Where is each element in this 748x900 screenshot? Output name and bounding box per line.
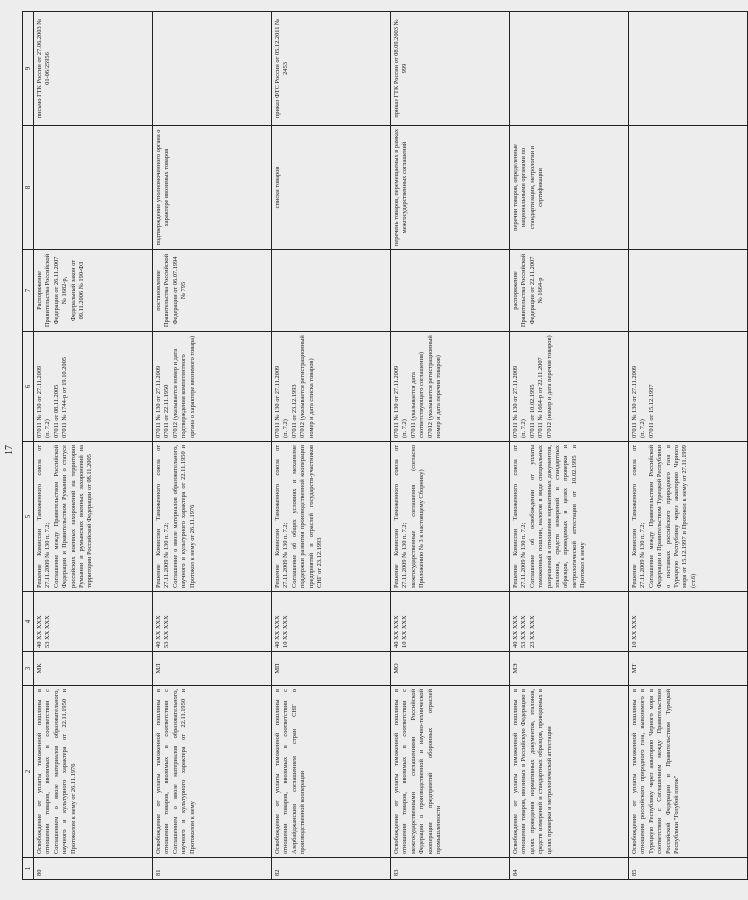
legal-basis: Решение Комиссии Таможенного союза от 27.11.2009 № 130 п. 7.2; Соглашение между Правительством Российской Федерации и Правительством Румынии о статусе российских военных захоронений на территории Румынии и румынских военных захоронений на территории Российской Федерации от 08.11.2005 bbox=[34, 442, 153, 592]
tnved-codes: 40 XX XXX 10 XX XXX bbox=[391, 592, 510, 652]
column-number-1: 1 bbox=[23, 858, 34, 880]
ftc-order bbox=[629, 12, 748, 126]
rf-legal-act: Распоряжение Правительства Российской Федерации от 26.11.2007 № 1682-р, Федеральный закон от 09.11.2006 № 190-ФЗ bbox=[34, 250, 153, 332]
legal-basis: Решение Комиссии Таможенного союза от 27.11.2009 № 130 п. 7.2; межгосударственные соглашения (согласно Приложению № 3 к настоящему Сборнику) bbox=[391, 442, 510, 592]
table-row bbox=[153, 12, 272, 880]
tnved-codes: 40 XX XXX 53 XX XXX bbox=[34, 592, 153, 652]
document-codes: 07011 № 130 от 27.11.2009 (п. 7.2) 07011 от 08.11.2005 07011 № 1744-р от 19.10.2005 bbox=[34, 332, 153, 442]
confirming-document: перечни товаров, определенные национальными органами по стандартизации, метрологии и сертификации bbox=[510, 126, 629, 250]
benefit-code: МЭ bbox=[510, 652, 629, 686]
benefit-code: МО bbox=[391, 652, 510, 686]
tnved-codes: 40 XX XXX 10 XX XXX bbox=[272, 592, 391, 652]
confirming-document: перечень товаров, перемещаемых в рамках межгосударственных соглашений bbox=[391, 126, 510, 250]
column-number-3: 3 bbox=[23, 652, 34, 686]
column-number-7: 7 bbox=[23, 250, 34, 332]
confirming-document: списки товаров bbox=[272, 126, 391, 250]
table-row bbox=[391, 12, 510, 880]
column-number-2: 2 bbox=[23, 686, 34, 858]
tnved-codes: 40 XX XXX 53 XX XXX bbox=[153, 592, 272, 652]
row-number: 81 bbox=[153, 858, 272, 880]
benefit-code: МЛ bbox=[153, 652, 272, 686]
tnved-codes: 40 XX XXX 53 XX XXX 23 XX XXX bbox=[510, 592, 629, 652]
benefit-description: Освобождение от уплаты таможенной пошлины в отношении товаров, ввозимых в соответствии с Соглашением о ввозе материалов образовательного, научного и культурного характера от 22.11.1950 и Протоколом к нему от 26.11.1976 bbox=[34, 686, 153, 858]
column-number-8: 8 bbox=[23, 126, 34, 250]
document-codes: 07011 № 130 от 27.11.2009 (п. 7.2) 07011 от 23.12.1993 07012 (указывается регистрационный номер и дата списка товаров) bbox=[272, 332, 391, 442]
confirming-document bbox=[34, 126, 153, 250]
benefit-description: Освобождение от уплаты таможенной пошлины в отношении товаров, ввозимых в Российскую Федерацию в целях проведения нормативных документов, эталонов, средств измерений и стандартных образцов, проводимых в целях проверки и метрологической аттестации bbox=[510, 686, 629, 858]
benefit-description: Освобождение от уплаты таможенной пошлины в отношении товаров, ввозимых в соответствии с Соглашением о ввозе материалов образовательного, научного и культурного характера от 22.11.1950 и Протоколом к нему bbox=[153, 686, 272, 858]
document-codes: 07011 № 130 от 27.11.2009 07011 от 22.11.1950 07012 (указывается номер и дата подтверждения компетентного органа о характере ввозимого товара) bbox=[153, 332, 272, 442]
rf-legal-act: постановление Правительства Российской Федерации от 06.07.1994 № 795 bbox=[153, 250, 272, 332]
legal-basis: Решение Комиссии Таможенного союза от 27.11.2009 № 130 п. 7.2; Соглашение об освобождении от уплаты таможенных пошлин, налогов в виде специальных разрешений в отношении нормативных документов, эталонов, средств измерений и стандартных образцов, проводимых в целях проверки и метрологической аттестации от 10.02.1995 и Протокол к нему bbox=[510, 442, 629, 592]
ftc-order bbox=[153, 12, 272, 126]
confirming-document: подтверждение уполномоченного органа о характере ввозимых товаров bbox=[153, 126, 272, 250]
benefit-description: Освобождение от уплаты таможенной пошлины в отношении товаров, ввозимых в соответствии с Азербайджанским соглашением стран СНГ о производственной кооперации bbox=[272, 686, 391, 858]
ftc-order: письмо ГТК России от 27.06.2003 № 01-06/25956 bbox=[34, 12, 153, 126]
table-row bbox=[272, 12, 391, 880]
document-codes: 07011 № 130 от 27.11.2009 (п. 7.2) 07011 (указывается дата соответствующего соглашения) 07012 (указывается регистрационный номер и дата перечня товаров) bbox=[391, 332, 510, 442]
rf-legal-act bbox=[629, 250, 748, 332]
column-number-5: 5 bbox=[23, 442, 34, 592]
tnved-codes: 10 XX XXX bbox=[629, 592, 748, 652]
rf-legal-act: распоряжение Правительства Российской Федерации от 22.11.2007 № 1664-р bbox=[510, 250, 629, 332]
benefit-description: Освобождение от уплаты таможенной пошлины в отношении товаров, ввозимых в соответствии с межгосударственными соглашениями Российской Федерации о производственной и научно-технической кооперации предприятий оборонных отраслей промышленности bbox=[391, 686, 510, 858]
column-number-row bbox=[23, 12, 34, 880]
row-number: 83 bbox=[391, 858, 510, 880]
legal-basis: Решение Комиссии Таможенного союза от 27.11.2009 № 130 п. 7.2; Соглашение о ввозе материалов образовательного, научного и культурного характера от 22.11.1950 и Протокол к нему от 26.11.1976 bbox=[153, 442, 272, 592]
ftc-order bbox=[510, 12, 629, 126]
column-number-6: 6 bbox=[23, 332, 34, 442]
row-number: 85 bbox=[629, 858, 748, 880]
document-codes: 07011 № 130 от 27.11.2009 (п. 7.2) 07011 от 15.12.1997 bbox=[629, 332, 748, 442]
benefits-table bbox=[22, 11, 748, 880]
rf-legal-act bbox=[272, 250, 391, 332]
benefit-code: МП bbox=[272, 652, 391, 686]
ftc-order: приказ ГТК России от 08.09.2003 № 999 bbox=[391, 12, 510, 126]
page-number: 17 bbox=[4, 445, 15, 455]
column-number-4: 4 bbox=[23, 592, 34, 652]
rf-legal-act bbox=[391, 250, 510, 332]
document-codes: 07011 № 130 от 27.11.2009 (п. 7.2) 07011 от 10.02.1995 07011 № 1664-р от 22.11.2007 07012 (номер и дата перечня товаров) bbox=[510, 332, 629, 442]
table-row bbox=[510, 12, 629, 880]
benefit-code: МТ bbox=[629, 652, 748, 686]
row-number: 80 bbox=[34, 858, 153, 880]
confirming-document bbox=[629, 126, 748, 250]
ftc-order: приказ ФТС России от 05.12.2011 № 2453 bbox=[272, 12, 391, 126]
column-number-9: 9 bbox=[23, 12, 34, 126]
legal-basis: Решение Комиссии Таможенного союза от 27.11.2009 № 130 п. 7.2; Соглашение между Правительством Российской Федерации и Правительством Турецкой Республики о поставках российского природного газа в Турецкую Республику через акваторию Черного моря от 15.12.1997 и Протокол к нему от 27.11.1999 (ст.6) bbox=[629, 442, 748, 592]
table-row bbox=[34, 12, 153, 880]
benefit-description: Освобождение от уплаты таможенной пошлины в отношении российского природного газа, вывозимого в Турецкую Республику через акваторию Черного моря в соответствии с Соглашением между Правительством Российской Федерации и Правительством Турецкой Республики "Голубой поток" bbox=[629, 686, 748, 858]
row-number: 84 bbox=[510, 858, 629, 880]
legal-basis: Решение Комиссии Таможенного союза от 27.11.2009 № 130 п. 7.2; Соглашение об общих условиях и механизме поддержки развития производственной кооперации предприятий и отраслей государств-участников СНГ от 23.12.1993 bbox=[272, 442, 391, 592]
row-number: 82 bbox=[272, 858, 391, 880]
benefit-code: МК bbox=[34, 652, 153, 686]
table-row bbox=[629, 12, 748, 880]
